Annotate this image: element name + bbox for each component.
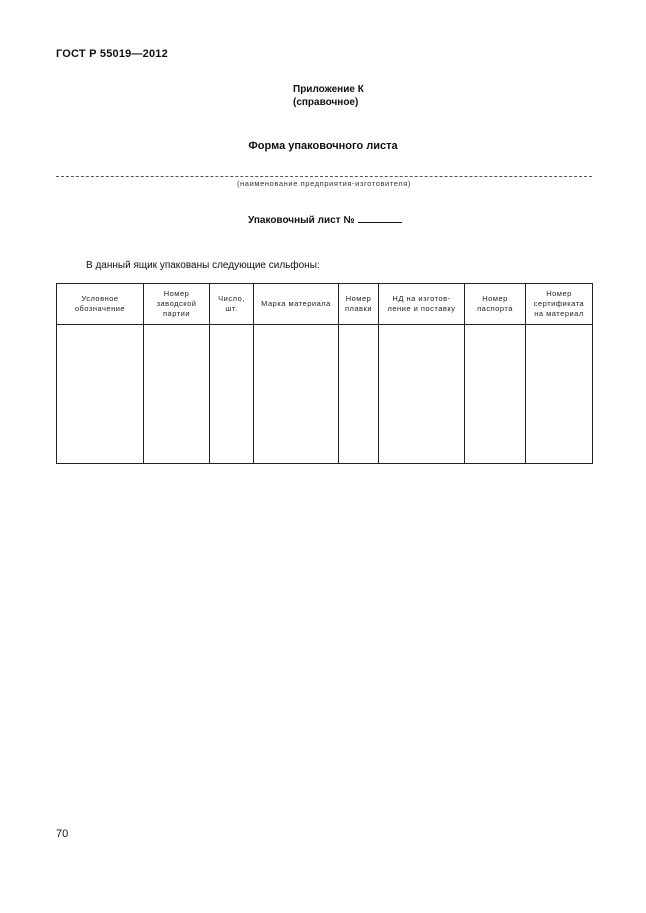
table-cell xyxy=(210,325,254,464)
form-title: Форма упаковочного листа xyxy=(248,140,398,152)
page-number: 70 xyxy=(56,828,69,840)
appendix-note: (справочное) xyxy=(293,97,359,108)
table-row xyxy=(57,325,593,464)
manufacturer-caption: (наименование предприятия-изготовителя) xyxy=(236,179,412,188)
header-quantity: Число, шт. xyxy=(210,284,254,325)
table-cell xyxy=(57,325,144,464)
header-melt-number: Номер плавки xyxy=(339,284,379,325)
header-normative-document: НД на изготов-ление и поставку xyxy=(379,284,465,325)
manufacturer-line xyxy=(56,176,592,177)
table-cell xyxy=(254,325,339,464)
header-passport-number: Номер паспорта xyxy=(465,284,526,325)
table-cell xyxy=(339,325,379,464)
header-designation: Условное обозначение xyxy=(57,284,144,325)
header-material-grade: Марка материала xyxy=(254,284,339,325)
packing-list-number xyxy=(248,212,402,226)
header-certificate-number: Номер сертификата на материал xyxy=(526,284,593,325)
intro-text: В данный ящик упакованы следующие сильфоны: xyxy=(86,260,320,271)
appendix-title: Приложение К xyxy=(293,84,364,95)
table-cell xyxy=(379,325,465,464)
table-cell xyxy=(144,325,210,464)
table-header-row xyxy=(57,284,593,325)
packing-list-label: Упаковочный лист № xyxy=(248,215,355,226)
header-batch-number: Номер заводской партии xyxy=(144,284,210,325)
standard-number: ГОСТ Р 55019—2012 xyxy=(56,48,168,60)
table-cell xyxy=(465,325,526,464)
packing-table xyxy=(56,283,593,464)
table-cell xyxy=(526,325,593,464)
packing-list-number-blank xyxy=(358,212,402,223)
appendix-heading xyxy=(293,83,364,109)
